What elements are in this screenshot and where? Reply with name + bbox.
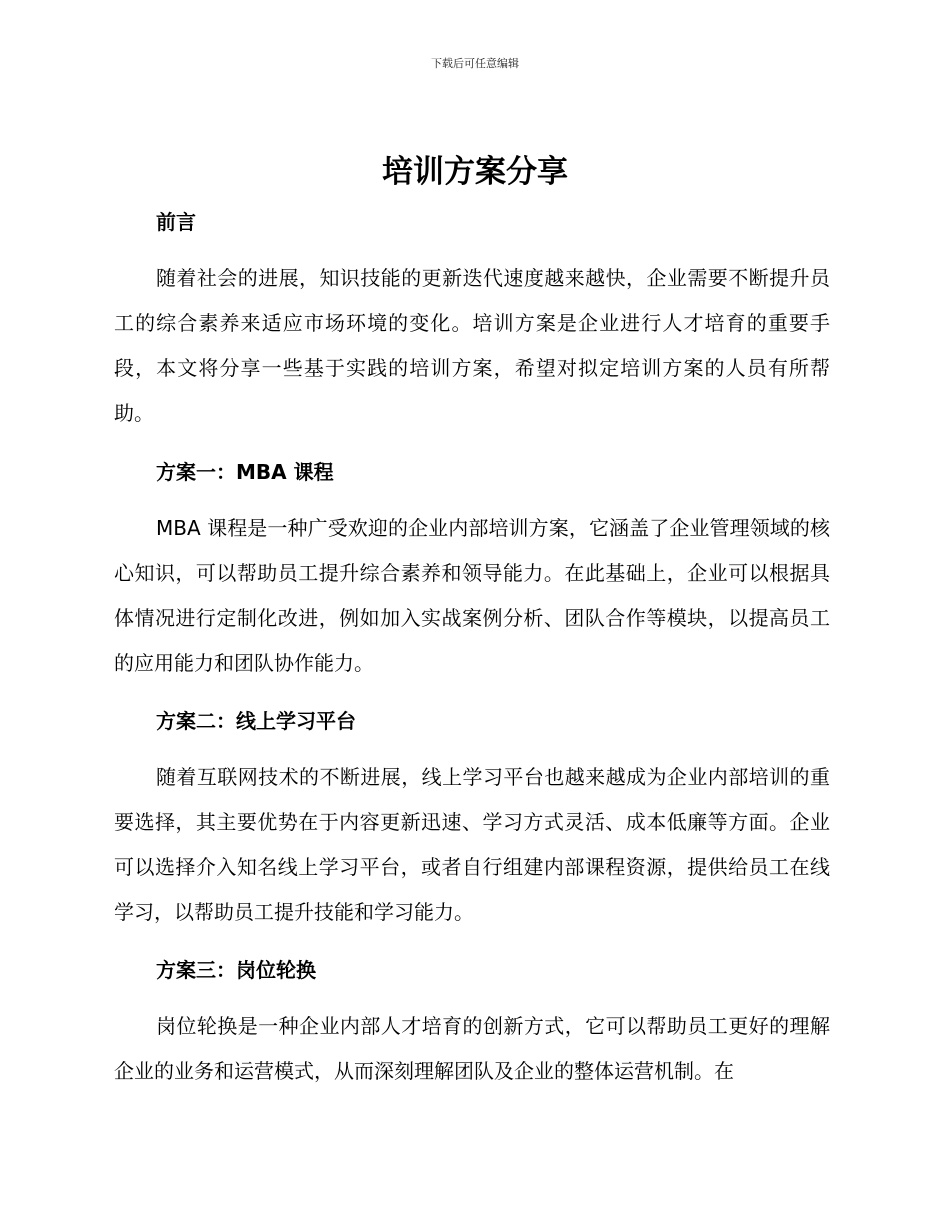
section-body-plan-1: MBA 课程是一种广受欢迎的企业内部培训方案，它涵盖了企业管理领域的核心知识，可以帮助员工提升综合素养和领导能力。在此基础上，企业可以根据具体情况进行定制化改进，例如加入实战案例分析、团队合作等模块，以提高员工的应用能力和团队协作能力。	[114, 516, 830, 675]
header-note: 下载后可任意编辑	[431, 57, 519, 70]
document-title: 培训方案分享	[382, 154, 568, 190]
section-body-plan-3: 岗位轮换是一种企业内部人才培育的创新方式，它可以帮助员工更好的理解企业的业务和运营模式，从而深刻理解团队及企业的整体运营机制。在	[114, 1014, 830, 1083]
section-body-plan-2: 随着互联网技术的不断进展，线上学习平台也越来越成为企业内部培训的重要选择，其主要优势在于内容更新迅速、学习方式灵活、成本低廉等方面。企业可以选择介入知名线上学习平台，或者自行组建内部课程资源，提供给员工在线学习，以帮助员工提升技能和学习能力。	[114, 765, 830, 924]
section-heading-plan-3: 方案三：岗位轮换	[156, 958, 316, 982]
section-heading-plan-2: 方案二：线上学习平台	[156, 709, 356, 733]
section-heading-preface: 前言	[156, 210, 196, 234]
section-heading-plan-1: 方案一：MBA 课程	[156, 460, 334, 484]
section-body-preface: 随着社会的进展，知识技能的更新迭代速度越来越快，企业需要不断提升员工的综合素养来适应市场环境的变化。培训方案是企业进行人才培育的重要手段，本文将分享一些基于实践的培训方案，希望对拟定培训方案的人员有所帮助。	[114, 266, 830, 425]
